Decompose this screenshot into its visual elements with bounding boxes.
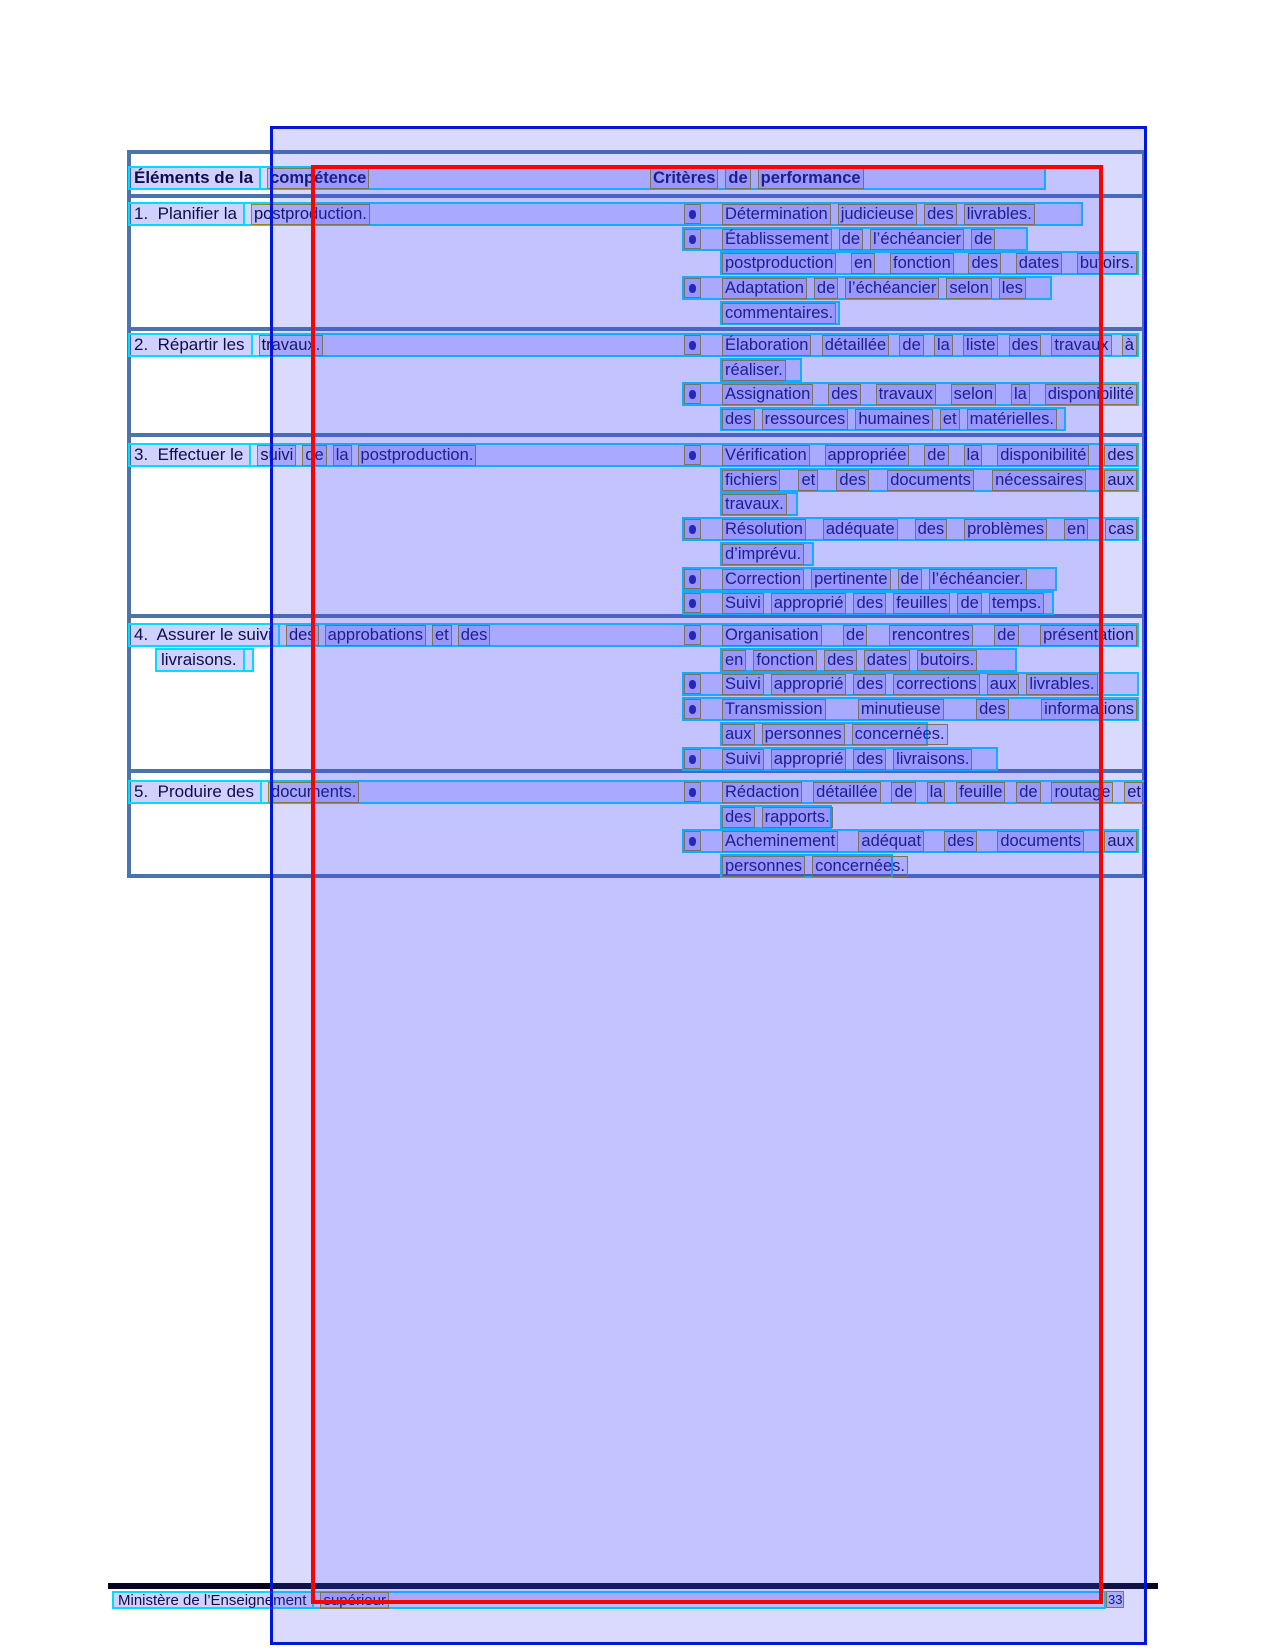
- ocr-left-segment: [128, 166, 261, 190]
- word-box: de: [891, 782, 915, 803]
- word-box: humaines: [855, 409, 933, 430]
- word-box: Résolution: [722, 519, 806, 540]
- word-box: travaux: [876, 384, 936, 405]
- word-box: commentaires.: [722, 303, 836, 324]
- word-box: l’échéancier: [845, 278, 939, 299]
- word-box: réaliser.: [722, 360, 786, 381]
- word-box: de: [899, 335, 923, 356]
- word-box: les: [999, 278, 1026, 299]
- word-box: aux: [1104, 470, 1137, 491]
- footer-word-box: supérieur: [320, 1592, 389, 1609]
- word-box: personnes: [722, 856, 805, 877]
- word-box: rencontres: [889, 625, 973, 646]
- word-box: approbations: [325, 625, 426, 646]
- word-box: la: [934, 335, 953, 356]
- word-box: suivi: [257, 445, 296, 466]
- word-box: présentation: [1040, 625, 1137, 646]
- word-box: de: [971, 229, 995, 250]
- word-box: dates: [1016, 253, 1062, 274]
- word-box: concernées.: [812, 856, 908, 877]
- word-box: des: [836, 470, 869, 491]
- word-box: travaux.: [722, 494, 787, 515]
- word-box: Vérification: [722, 445, 810, 466]
- word-box: des: [853, 674, 886, 695]
- word-box: aux: [722, 724, 755, 745]
- word-box: livrables.: [964, 204, 1035, 225]
- word-box: des: [458, 625, 491, 646]
- word-box: la: [964, 445, 983, 466]
- word-box: informations: [1041, 699, 1137, 720]
- word-box: Transmission: [722, 699, 826, 720]
- word-box: des: [722, 409, 755, 430]
- word-box: postproduction.: [358, 445, 477, 466]
- word-box: temps.: [989, 593, 1045, 614]
- word-box: adéquate: [823, 519, 898, 540]
- word-box: de: [814, 278, 838, 299]
- word-box: judicieuse: [838, 204, 917, 225]
- ocr-left-segment: [128, 443, 251, 467]
- word-box: Détermination: [722, 204, 831, 225]
- word-box: performance: [758, 168, 864, 189]
- word-box: Critères: [650, 168, 718, 189]
- word-box: butoirs.: [917, 650, 977, 671]
- ocr-line-box: [155, 648, 254, 672]
- word-box: adéquat: [858, 831, 924, 852]
- word-box: Suivi: [722, 749, 764, 770]
- word-box: et: [1124, 782, 1144, 803]
- word-box: des: [924, 204, 957, 225]
- word-box: selon: [946, 278, 991, 299]
- competence-item-text: 5. Produire des: [134, 782, 255, 801]
- competence-item-text: livraisons.: [161, 650, 237, 669]
- word-box: ressources: [762, 409, 849, 430]
- word-box: des: [853, 749, 886, 770]
- word-box: concernées.: [852, 724, 948, 745]
- word-box: cas: [1105, 519, 1137, 540]
- annotation-rect-red-icon: [311, 165, 1103, 1604]
- competence-item-text: 2. Répartir les: [134, 335, 245, 354]
- word-box: approprié: [771, 674, 847, 695]
- competence-item-text: 1. Planifier la: [134, 204, 237, 223]
- ocr-left-segment: [128, 623, 280, 647]
- word-box: la: [333, 445, 352, 466]
- word-box: butoirs.: [1077, 253, 1137, 274]
- word-box: disponibilité: [1045, 384, 1137, 405]
- word-box: Correction: [722, 569, 804, 590]
- word-box: des: [976, 699, 1009, 720]
- word-box: des: [722, 807, 755, 828]
- word-box: et: [940, 409, 960, 430]
- word-box: travaux.: [259, 335, 324, 356]
- table-side-border: [127, 150, 131, 878]
- word-box: pertinente: [811, 569, 890, 590]
- word-box: livrables.: [1026, 674, 1097, 695]
- word-box: personnes: [762, 724, 845, 745]
- word-box: approprié: [771, 749, 847, 770]
- word-box: des: [824, 650, 857, 671]
- word-box: des: [828, 384, 861, 405]
- word-box: documents: [997, 831, 1084, 852]
- word-box: minutieuse: [858, 699, 944, 720]
- word-box: Adaptation: [722, 278, 807, 299]
- word-box: l’échéancier.: [929, 569, 1027, 590]
- word-box: disponibilité: [997, 445, 1089, 466]
- page-number: 33: [1108, 1592, 1123, 1607]
- word-box: Assignation: [722, 384, 813, 405]
- word-box: l’échéancier: [870, 229, 964, 250]
- word-box: des: [1104, 445, 1137, 466]
- word-box: Rédaction: [722, 782, 802, 803]
- word-box: des: [853, 593, 886, 614]
- word-box: des: [944, 831, 977, 852]
- word-box: la: [927, 782, 946, 803]
- word-box: de: [924, 445, 948, 466]
- word-box: détaillée: [813, 782, 880, 803]
- word-box: la: [1011, 384, 1030, 405]
- word-box: aux: [987, 674, 1020, 695]
- footer-text: Ministère de l’Enseignement: [118, 1591, 307, 1609]
- word-box: et: [798, 470, 818, 491]
- word-box: liste: [963, 335, 998, 356]
- word-box: à: [1122, 335, 1137, 356]
- competence-item-text: 4. Assurer le suivi: [134, 625, 272, 644]
- word-box: détaillée: [822, 335, 889, 356]
- word-box: des: [286, 625, 319, 646]
- word-box: de: [302, 445, 326, 466]
- word-box: de: [994, 625, 1018, 646]
- word-box: compétence: [267, 168, 369, 189]
- word-box: en: [722, 650, 746, 671]
- word-box: corrections: [893, 674, 980, 695]
- word-box: et: [432, 625, 452, 646]
- competence-item-text: Éléments de la: [134, 168, 254, 187]
- word-box: feuilles: [893, 593, 950, 614]
- ocr-left-segment: [155, 648, 245, 672]
- word-box: de: [1016, 782, 1040, 803]
- word-box: fichiers: [722, 470, 780, 491]
- word-box: feuille: [956, 782, 1005, 803]
- word-box: matérielles.: [967, 409, 1057, 430]
- word-box: d’imprévu.: [722, 544, 804, 565]
- word-box: de: [725, 168, 750, 189]
- word-box: aux: [1104, 831, 1137, 852]
- word-box: Suivi: [722, 674, 764, 695]
- word-box: problèmes: [964, 519, 1047, 540]
- word-box: de: [898, 569, 922, 590]
- word-box: travaux: [1051, 335, 1111, 356]
- word-box: Suivi: [722, 593, 764, 614]
- word-box: en: [851, 253, 875, 274]
- ocr-left-segment: [128, 333, 253, 357]
- word-box: de: [839, 229, 863, 250]
- word-box: appropriée: [825, 445, 910, 466]
- competence-item-text: 3. Effectuer le: [134, 445, 244, 464]
- word-box: documents: [887, 470, 974, 491]
- word-box: de: [957, 593, 981, 614]
- word-box: nécessaires: [992, 470, 1086, 491]
- word-box: de: [843, 625, 867, 646]
- word-box: documents.: [268, 782, 359, 803]
- word-box: des: [1009, 335, 1042, 356]
- word-box: des: [915, 519, 948, 540]
- word-box: Établissement: [722, 229, 832, 250]
- word-box: en: [1064, 519, 1088, 540]
- word-box: rapports.: [762, 807, 833, 828]
- word-box: des: [968, 253, 1001, 274]
- word-box: selon: [951, 384, 996, 405]
- word-box: fonction: [753, 650, 817, 671]
- word-box: postproduction: [722, 253, 836, 274]
- ocr-left-segment: [128, 780, 262, 804]
- word-box: Organisation: [722, 625, 822, 646]
- word-box: Acheminement: [722, 831, 838, 852]
- word-box: dates: [864, 650, 910, 671]
- word-box: Élaboration: [722, 335, 811, 356]
- word-box: routage: [1051, 782, 1113, 803]
- word-box: fonction: [890, 253, 954, 274]
- word-box: livraisons.: [893, 749, 972, 770]
- word-box: approprié: [771, 593, 847, 614]
- ocr-left-segment: [128, 202, 245, 226]
- word-box: postproduction.: [251, 204, 370, 225]
